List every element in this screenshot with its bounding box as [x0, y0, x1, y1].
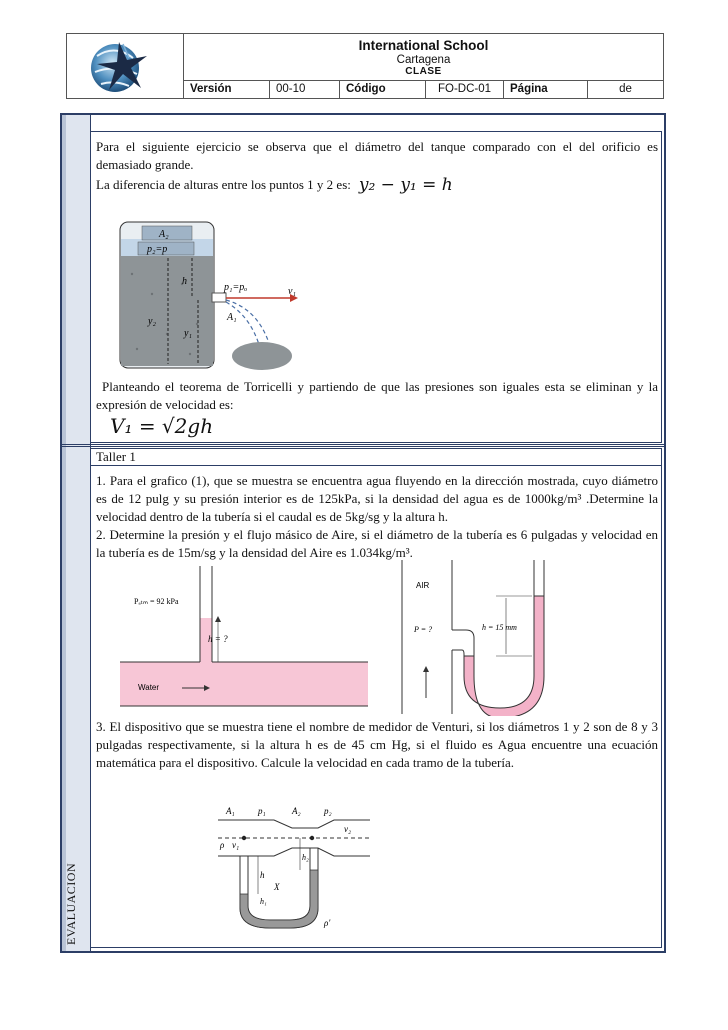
fig2-p-label: P = ? [414, 625, 433, 634]
school-city: Cartagena [396, 54, 451, 66]
tank-figure [112, 214, 302, 374]
pipe-water-figure [112, 562, 372, 712]
tank-label-p1: p₁=pₒ [224, 282, 248, 293]
fig3-a2: A₂ [292, 806, 301, 816]
tank-label-h: h [182, 276, 187, 287]
question-2: 2. Determine la presión y el flujo másico de Aire, si el diámetro de la tubería es 6 pulgadas y velocidad en la tubería es de 15m/sg y la densidad del Aire es 1.034kg/m³. [96, 527, 658, 560]
intro-paragraph: Para el siguiente ejercicio se observa que el diámetro del tanque comparado con el del orificio es demasiado grande. [96, 139, 658, 172]
fig3-v2: v₂ [344, 824, 352, 834]
fig3-p2: p₂ [324, 806, 332, 816]
height-formula: y₂ − y₁ = h [358, 175, 453, 195]
venturi-figure [214, 798, 374, 944]
document-header [66, 33, 664, 99]
torricelli-paragraph: Planteando el teorema de Torricelli y partiendo de que las presiones son iguales esta se eliminan y la expresión de velocidad es: [96, 379, 658, 412]
fig3-h2: h₂ [302, 853, 309, 862]
tank-label-a2: A₂ [159, 229, 169, 240]
height-diff-text: La diferencia de alturas entre los puntos 1 y 2 es: [96, 177, 351, 192]
school-logo [67, 34, 184, 98]
section-divider [60, 444, 666, 447]
header-meta-row [184, 80, 663, 99]
fig1-water-label: Water [138, 683, 160, 692]
workshop-title: Taller 1 [96, 449, 136, 464]
fig3-x: X [274, 882, 280, 892]
page-label: Página [504, 81, 588, 99]
fig2-air-label: AIR [416, 581, 430, 590]
fig3-rho-prime: ρ' [324, 918, 331, 928]
velocity-formula: V₁ = √2gh [110, 414, 214, 438]
fig3-rho: ρ [220, 840, 225, 850]
tank-label-p2: p₂=p [147, 244, 168, 255]
fig1-patm-label: Pₐₜₘ = 92 kPa [134, 597, 179, 606]
question-3: 3. El dispositivo que se muestra tiene el nombre de medidor de Venturi, si los diámetros 1 y 2 son de 8 y 3 pulgadas respectivamente, si la altura h es de 45 cm Hg, si el fluido es Agua encuentre una ecuación matemática para el dispositivo. Calcule la velocidad en cada tramo de la tubería. [96, 719, 658, 770]
tank-label-a1: A₁ [227, 312, 237, 323]
fig3-h1: h₁ [260, 897, 267, 906]
tank-label-y1: y₁ [184, 328, 192, 339]
version-value: 00-10 [270, 81, 340, 99]
version-label: Versión [184, 81, 270, 99]
fig3-a1: A₁ [226, 806, 235, 816]
question-1: 1. Para el grafico (1), que se muestra se encuentra agua fluyendo en la dirección mostrada, cuyo diámetro es de 12 pulg y su presión interior es de 125kPa, si la densidad del agua es de 1000kg/m³ .Determine la velocidad dentro de la tubería si el caudal es de 5kg/sg y la altura h. [96, 473, 658, 524]
page-value: de [619, 83, 632, 95]
tank-label-v1: v₁ [288, 286, 296, 297]
air-manometer-figure [396, 558, 566, 716]
fig3-v1: v₁ [232, 840, 240, 850]
fig1-h-label: h = ? [208, 634, 228, 644]
fig3-p1: p₁ [258, 806, 266, 816]
fig2-h-label: h = 15 mm [482, 623, 517, 632]
code-label: Código [340, 81, 426, 99]
fig3-h: h [260, 870, 265, 880]
code-value: FO-DC-01 [426, 81, 504, 99]
side-label-evaluacion: EVALUACION [64, 862, 78, 945]
tank-label-y2: y₂ [148, 316, 156, 327]
school-name: International School [358, 38, 489, 53]
document-type: CLASE [405, 66, 442, 77]
